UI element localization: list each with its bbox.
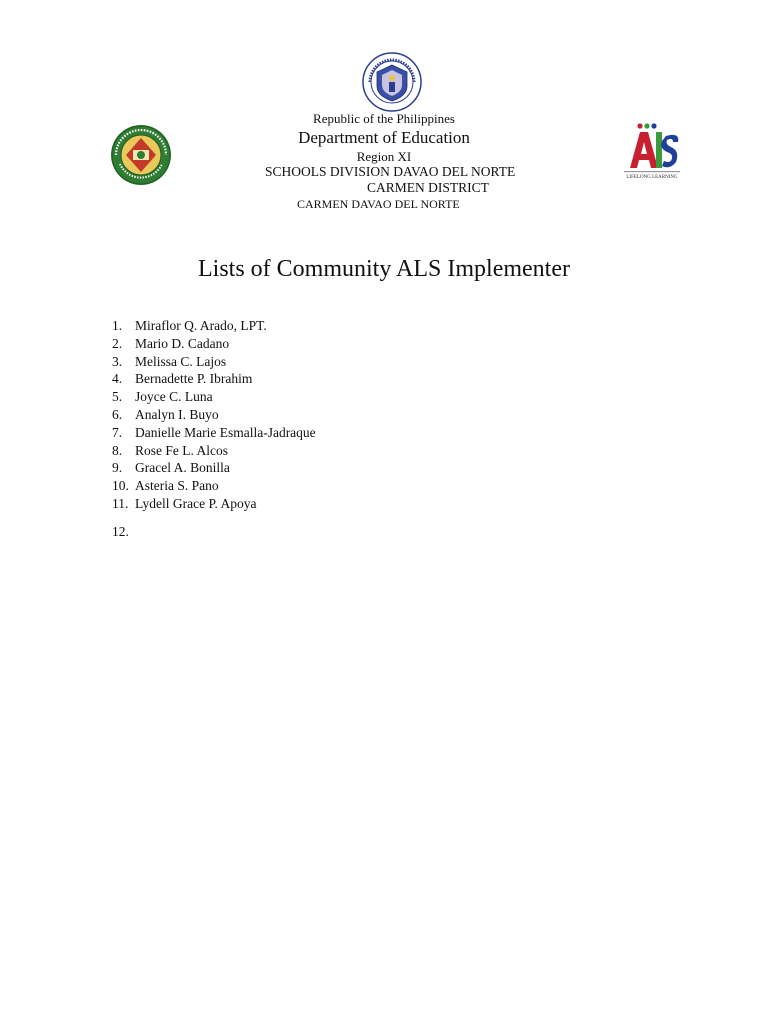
als-tagline: LIFELONG LEARNING [626,175,678,180]
implementer-name: Danielle Marie Esmalla-Jadraque [135,424,316,440]
item-number: 8. [112,442,123,458]
list-item [112,370,316,388]
item-number: 3. [112,353,123,369]
list-item [112,317,316,335]
list-item [112,424,316,442]
item-number: 2. [112,335,123,351]
header-department: Department of Education [298,128,470,147]
list-item [112,477,316,495]
header-district: CARMEN DISTRICT [367,180,489,195]
list-item [112,335,316,353]
item-number: 4. [112,371,123,387]
header-republic: Republic of the Philippines [313,111,455,126]
implementer-name: Bernadette P. Ibrahim [135,371,253,387]
implementer-name: Miraflor Q. Arado, LPT. [135,318,267,333]
empty-list-item-number: 12. [112,524,129,539]
implementer-name: Asteria S. Pano [135,478,219,494]
implementer-name: Rose Fe L. Alcos [135,442,228,458]
document-title: Lists of Community ALS Implementer [198,256,570,282]
implementer-name: Joyce C. Luna [135,389,213,405]
implementer-name: Melissa C. Lajos [135,353,227,369]
list-item [112,442,316,460]
deped-seal-logo [362,52,422,112]
implementer-name: Gracel A. Bonilla [135,460,230,476]
item-number: 9. [112,460,123,476]
header-region: Region XI [356,149,412,164]
item-number: 7. [112,424,123,440]
implementer-name: Mario D. Cadano [135,335,230,351]
implementer-name: Lydell Grace P. Apoya [135,495,257,511]
implementer-list [112,317,316,513]
list-item [112,388,316,406]
header-schools-division: SCHOOLS DIVISION DAVAO DEL NORTE [265,164,516,179]
implementer-name: Analyn I. Buyo [135,406,219,422]
list-item [112,459,316,477]
list-item [112,495,316,513]
header-municipality: CARMEN DAVAO DEL NORTE [297,197,460,211]
item-number: 6. [112,406,123,422]
item-number: 11. [112,495,129,511]
list-item [112,353,316,371]
item-number: 5. [112,389,123,405]
item-number: 1. [112,318,123,333]
item-number: 10. [112,478,129,494]
list-item [112,406,316,424]
